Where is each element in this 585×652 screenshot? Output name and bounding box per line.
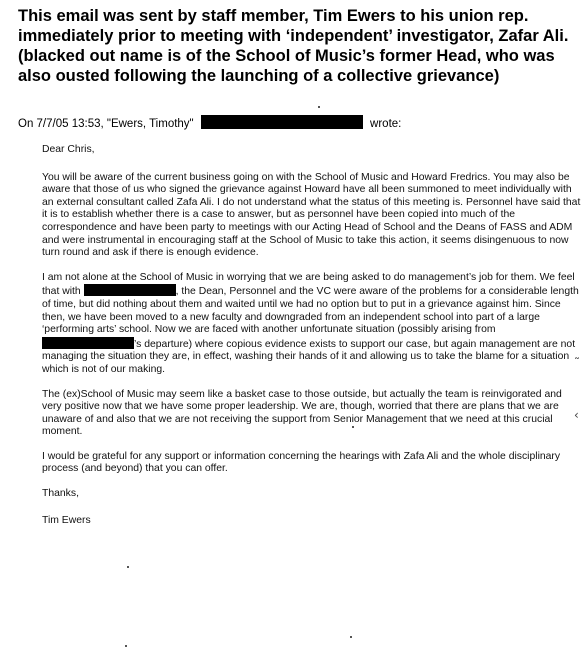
email-body xyxy=(42,144,582,539)
header-prefix: On 7/7/05 13:53, "Ewers, Timothy" xyxy=(18,118,194,130)
scan-speck xyxy=(127,566,129,568)
paragraph-4: I would be grateful for any support or information concerning the hearings with Zafa Ali and the whole disciplinary process (and beyond) that you can offer. xyxy=(42,450,561,475)
scan-speck xyxy=(352,426,354,428)
paragraph-2-part-b: , the Dean, Personnel and the VC were aware of the problems for a considerable length of time, but did nothing about them and waited until we had no option but to put in a grievance against him. Since then, we have been moved to a new faculty and downgraded from an independent school into part of a large ‘performing arts’ school. Now we are faced with another unfortunate situation (possibly arising from xyxy=(42,286,579,336)
header-suffix: wrote: xyxy=(370,118,402,130)
headline: This email was sent by staff member, Tim Ewers to his union rep. immediately prior to meeting with ‘independent’ investigator, Zafar Ali. (blacked out name is of the School of Music’s former Head, who was also ousted following the launching of a collective grievance) xyxy=(18,7,569,85)
scan-speck xyxy=(125,645,127,647)
paragraph-2-part-a: I am not alone at the School of Music in worrying that we are being asked to do management’s job for them. We feel that with xyxy=(42,271,575,298)
paragraph-3: The (ex)School of Music may seem like a basket case to those outside, but actually the team is reinvigorated and very positive now that we have some proper leadership. We are, though, worried that there are plans that we are unaware of and also that we are not receiving the support from Senior Management that we need at this crucial moment. xyxy=(42,388,562,438)
scan-speck xyxy=(318,106,320,108)
redacted-name xyxy=(42,337,134,349)
closing: Thanks, xyxy=(42,488,79,500)
redacted-email-address xyxy=(201,115,363,129)
margin-mark: ‹ xyxy=(574,408,579,422)
paragraph-2-part-c: ’s departure) where copious evidence exists to support our case, but again management are not managing the situation they are, in effect, washing their hands of it and allowing us to take the blame for a situation which is not of our making. xyxy=(42,338,576,375)
paragraph-2 xyxy=(42,272,582,377)
paragraph-1: You will be aware of the current business going on with the School of Music and Howard Fredrics. You may also be aware that those of us who signed the grievance against Howard have all been summoned to meet individually with an external consultant called Zafa Ali. I do not understand what the status of this meeting is. Personnel have said that it is to establish whether there is a case to answer, but as personnel have been copied into much of the correspondence and have been party to meetings with our Acting Head of School and the Deans of FASS and ADM and were instrumental in encouraging staff at the School of Music to take this action, it seems disingenuous to now turn round and ask if there is enough evidence. xyxy=(42,171,581,259)
scan-speck xyxy=(350,636,352,638)
email-header xyxy=(18,115,401,130)
greeting: Dear Chris, xyxy=(42,144,95,155)
margin-mark: ˜ xyxy=(574,356,580,370)
signature: Tim Ewers xyxy=(42,514,91,526)
redacted-name xyxy=(84,284,176,296)
